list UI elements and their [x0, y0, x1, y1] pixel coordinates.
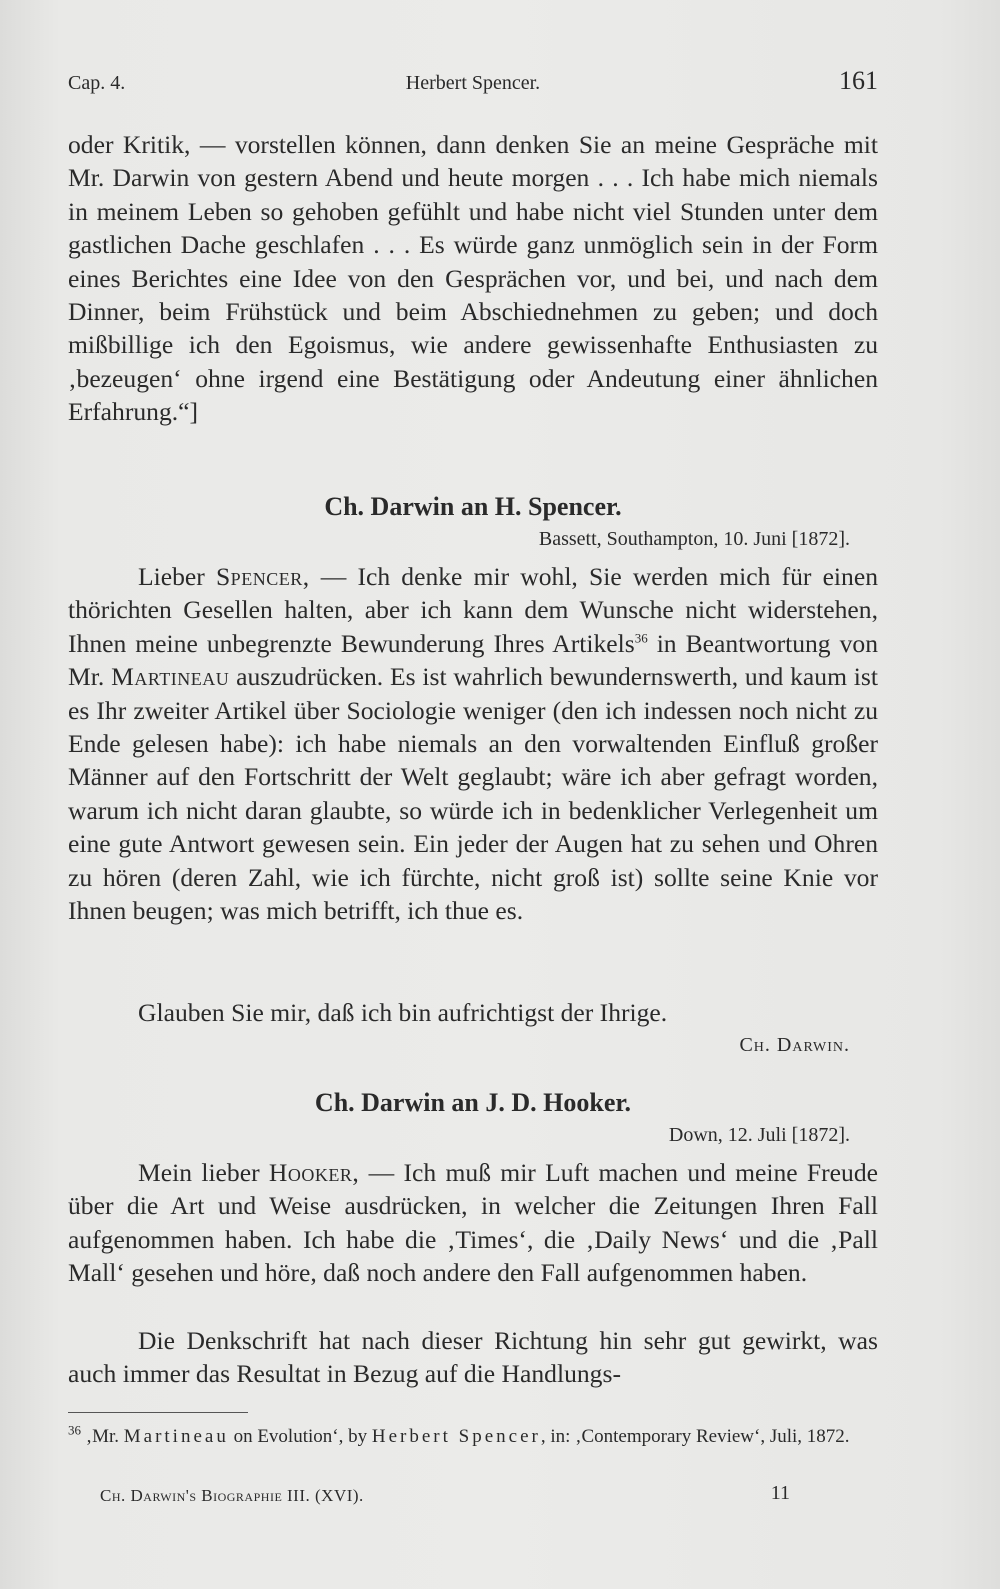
letter-text-part-c: auszudrücken. Es ist wahrlich bewundernswerth, und kaum ist es Ihr zweiter Artikel über Sociologie weniger (den ich indessen noch nicht zu Ende gelesen habe): ich habe niemals an den vorwaltenden Einfluß großer Männer auf den Fortschritt der Welt geglaubt; wäre ich aber gefragt worden, warum ich nicht daran glaubte, so würde ich in bedenklicher Verlegenheit um eine gute Antwort gewesen sein. Ein jeder der Augen hat zu sehen und Ohren zu hören (deren Zahl, wie ich fürchte, nicht groß ist) sollte seine Knie vor Ihnen beugen; was mich betrifft, ich thue es. [68, 662, 878, 926]
page-footer [100, 1482, 790, 1508]
footnote-divider [68, 1412, 248, 1413]
running-header [68, 66, 878, 100]
letter-closing-spencer: Glauben Sie mir, daß ich bin aufrichtigst der Ihrige. [138, 998, 668, 1027]
salutation: Lieber [138, 562, 205, 591]
footnote-name-spencer: Herbert Spencer [371, 1426, 541, 1447]
salutation: Mein lieber [138, 1158, 260, 1187]
paragraph-continued: oder Kritik, — vorstellen können, dann denken Sie an meine Gespräche mit Mr. Darwin von gestern Abend und heute morgen . . . Ich habe mich niemals in meinem Leben so gehoben gefühlt und habe nicht viel Stunden unter dem gastlichen Dache geschlafen . . . Es würde ganz unmöglich sein in der Form eines Berichtes eine Idee von den Gesprächen vor, und bei, und nach dem Dinner, beim Frühstück und beim Abschiednehmen zu geben; und doch mißbillige ich den Egoismus, wie andere gewissenhafte Enthusiasten zu ‚bezeugen‘ ohne irgend eine Bestätigung oder Andeutung einer ähnlichen Erfahrung.“] [68, 130, 878, 427]
chapter-label: Cap. 4. [68, 72, 126, 94]
footnote [68, 1424, 878, 1449]
name-martineau: Martineau [111, 662, 230, 692]
salutation-name: Hooker, [268, 1158, 360, 1187]
footnote-text-c: , in: ‚Contemporary Review‘, Juli, 1872. [540, 1426, 850, 1447]
letter-heading-hooker: Ch. Darwin an J. D. Hooker. [314, 1088, 632, 1117]
letter-text-part-a: — Ich denke mir wohl, Sie werden mich für einen thörichten Gesellen halten, aber ich kann dem Wunsche nicht widerstehen, Ihnen meine unbegrenzte Bewunderung Ihres Artikels [68, 562, 878, 658]
letter-body-hooker-continued: Die Denkschrift hat nach dieser Richtung hin sehr gut gewirkt, was auch immer das Resultat in Bezug auf die Handlungs- [68, 1326, 878, 1389]
imprint-line: Ch. Darwin's Biographie III. (XVI). [100, 1486, 364, 1505]
letter-body-spencer [68, 560, 878, 927]
letter-dateline-spencer: Bassett, Southampton, 10. Juni [1872]. [538, 528, 850, 550]
footnote-name-martineau: Martineau [123, 1426, 229, 1447]
letter-text-part-b: in Beantwortung von Mr. [68, 628, 879, 692]
footnote-text-b: on Evolution‘, by [228, 1426, 372, 1447]
running-title: Herbert Spencer. [405, 72, 541, 94]
letter-signature-spencer: Ch. Darwin. [739, 1034, 850, 1056]
letter-text-part-a: — Ich muß mir Luft machen und meine Freude über die Art und Weise ausdrücken, in welcher die Zeitungen Ihren Fall aufgenommen haben. Ich habe die ‚Times‘, die ‚Daily News‘ und die ‚Pall Mall‘ gesehen und höre, daß noch andere den Fall aufgenommen haben. [68, 1158, 878, 1288]
page-number: 161 [839, 66, 878, 95]
salutation-name: Spencer, [215, 562, 310, 591]
footnote-text-a: ‚Mr. [81, 1426, 124, 1447]
footnote-reference: 36 [634, 630, 648, 646]
letter-heading-spencer: Ch. Darwin an H. Spencer. [324, 492, 622, 521]
footnote-number: 36 [68, 1422, 81, 1438]
letter-dateline-hooker: Down, 12. Juli [1872]. [668, 1124, 850, 1146]
signature-mark: 11 [770, 1482, 790, 1504]
letter-body-hooker [68, 1156, 878, 1290]
